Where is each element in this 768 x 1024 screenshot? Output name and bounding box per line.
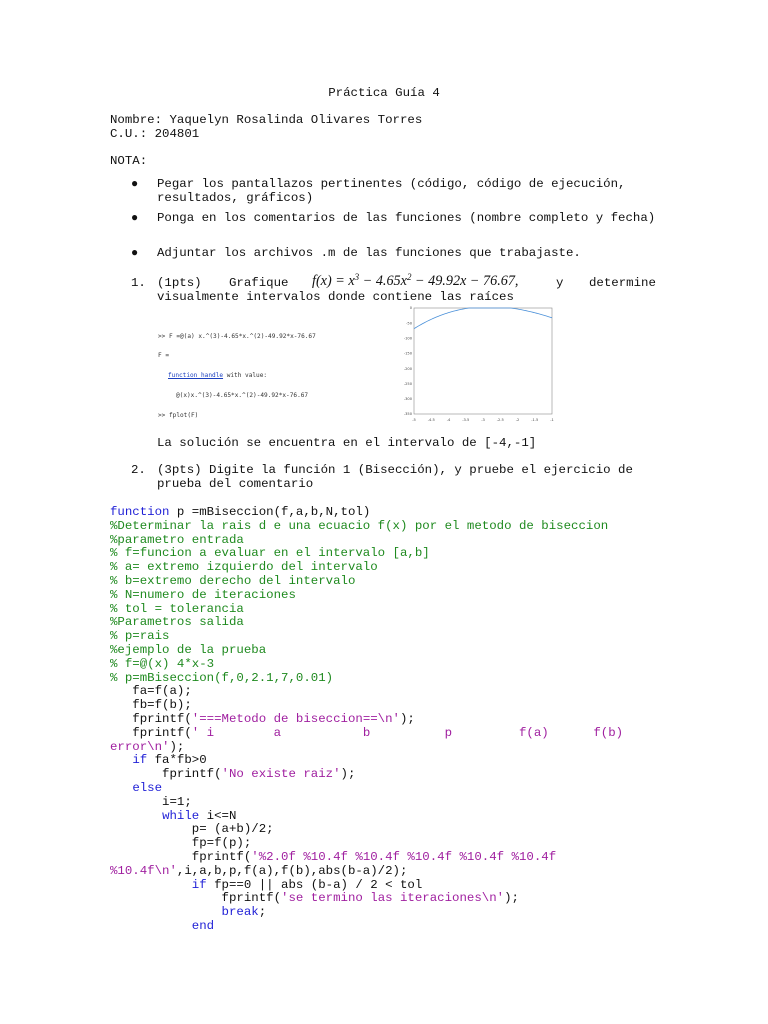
code-token: fb=f(b); xyxy=(110,698,192,713)
code-line xyxy=(110,822,274,836)
function-handle-link[interactable]: function_handle xyxy=(168,372,224,379)
console-line: >> fplot(F) xyxy=(158,412,199,419)
code-line xyxy=(110,615,244,629)
function-plot xyxy=(398,304,558,428)
note-label: NOTA: xyxy=(110,154,148,168)
student-code: C.U.: 204801 xyxy=(110,127,200,141)
x-tick-label: -4.5 xyxy=(427,418,435,422)
code-token: % a= extremo izquierdo del intervalo xyxy=(110,560,378,575)
question-verb: Grafique xyxy=(229,276,289,290)
y-tick-label: -150 xyxy=(403,351,412,356)
code-token: break xyxy=(221,905,259,920)
code-line xyxy=(110,684,192,698)
matlab-console-screenshot xyxy=(152,323,400,423)
page-title: Práctica Guía 4 xyxy=(328,86,440,100)
question-answer: La solución se encuentra en el intervalo de [-4,-1] xyxy=(157,436,537,450)
code-line xyxy=(110,836,251,850)
student-name: Nombre: Yaquelyn Rosalinda Olivares Torres xyxy=(110,113,423,127)
console-line: >> F =@(a) x.^(3)-4.65*x.^(2)-49.92*x-76.67 xyxy=(158,333,316,340)
x-tick-label: -4 xyxy=(446,418,451,422)
code-token: ' i a b p f(a) f(b) xyxy=(191,725,624,740)
code-token: %parametro entrada xyxy=(110,532,244,547)
code-token: '%2.0f %10.4f %10.4f %10.4f %10.4f %10.4f xyxy=(251,850,557,864)
code-token: % f=funcion a evaluar en el intervalo [a,b] xyxy=(110,546,430,561)
question-number: 1. xyxy=(131,276,146,290)
question-line-1: (3pts) Digite la función 1 (Bisección), y pruebe el ejercicio de xyxy=(157,463,633,477)
code-token: %ejemplo de la prueba xyxy=(110,643,267,657)
code-token: '===Metodo de biseccion==\n' xyxy=(191,712,400,726)
note-item: Ponga en los comentarios de las funciones (nombre completo y fecha) xyxy=(157,211,656,225)
code-token xyxy=(110,809,162,823)
code-token xyxy=(110,878,192,892)
y-tick-label: -50 xyxy=(406,321,412,326)
code-line xyxy=(110,505,370,519)
code-token: if xyxy=(191,877,207,892)
code-token xyxy=(110,919,192,933)
code-line xyxy=(110,712,415,726)
code-line xyxy=(110,560,378,574)
y-tick-label: -350 xyxy=(403,412,412,417)
code-line xyxy=(110,905,266,919)
y-tick-label: -100 xyxy=(403,336,412,341)
question-line-2: visualmente intervalos donde contiene las raíces xyxy=(157,290,514,304)
x-tick-label: -3.5 xyxy=(462,418,470,422)
function-formula: $f(x) = x^3 - 4.65x^2 - 49.92x - 76.67$, xyxy=(312,272,519,289)
code-line xyxy=(110,574,355,588)
code-token: if xyxy=(132,753,148,768)
code-line xyxy=(110,546,430,560)
code-line xyxy=(110,629,170,643)
code-token: while xyxy=(162,808,200,823)
code-line xyxy=(110,643,266,657)
code-token: p= (a+b)/2; xyxy=(110,822,274,837)
bullet-icon: ● xyxy=(131,211,139,225)
code-token: error\n' xyxy=(110,739,170,754)
code-token xyxy=(110,753,132,767)
code-token: 'No existe raiz' xyxy=(221,767,341,782)
note-item: Adjuntar los archivos .m de las funciones que trabajaste. xyxy=(157,246,581,260)
console-line: @(x)x.^(3)-4.65*x.^(2)-49.92*x-76.67 xyxy=(176,392,309,399)
question-number: 2. xyxy=(131,463,146,477)
code-token: % p=rais xyxy=(110,629,170,644)
console-line: function_handle with value: xyxy=(168,372,268,379)
question-conj: y xyxy=(556,276,564,290)
y-tick-label: 0 xyxy=(409,306,412,311)
code-token: ,i,a,b,p,f(a),f(b),abs(b-a)/2); xyxy=(176,863,408,878)
code-token: fprintf( xyxy=(110,725,192,740)
plot-area xyxy=(414,308,552,414)
code-line xyxy=(110,740,184,754)
code-line xyxy=(110,602,244,616)
code-line xyxy=(110,850,556,864)
code-line xyxy=(110,809,236,823)
y-tick-label: -300 xyxy=(403,397,412,402)
code-token: % N=numero de iteraciones xyxy=(110,587,296,602)
code-token: else xyxy=(132,781,163,795)
bullet-icon: ● xyxy=(131,177,139,191)
code-token: %Determinar la rais d e una ecuacio f(x) por el metodo de biseccion xyxy=(110,518,609,533)
code-line xyxy=(110,671,333,685)
code-token: fp==0 || abs (b-a) / 2 < tol xyxy=(206,877,423,892)
code-token: ); xyxy=(400,712,415,726)
code-token: i<=N xyxy=(199,808,237,823)
x-tick-label: -3 xyxy=(481,418,485,422)
bullet-icon: ● xyxy=(131,246,139,260)
code-line xyxy=(110,519,608,533)
note-item: Pegar los pantallazos pertinentes (código, código de ejecución, resultados, gráficos) xyxy=(157,177,626,205)
code-line xyxy=(110,864,407,878)
code-token: i=1; xyxy=(110,794,192,809)
code-line xyxy=(110,767,355,781)
code-token: ; xyxy=(258,905,267,920)
code-token: fprintf( xyxy=(110,850,252,864)
y-tick-label: -250 xyxy=(403,381,412,386)
code-token: 'se termino las iteraciones\n' xyxy=(281,891,505,906)
code-token: p =mBiseccion(f,a,b,N,tol) xyxy=(169,505,371,519)
code-line xyxy=(110,891,519,905)
code-token: % tol = tolerancia xyxy=(110,601,244,616)
code-token: %10.4f\n' xyxy=(110,863,177,878)
code-line xyxy=(110,795,192,809)
question-line-2: prueba del comentario xyxy=(157,477,314,491)
code-token: ); xyxy=(169,739,185,754)
code-token: %Parametros salida xyxy=(110,615,244,630)
code-line xyxy=(110,753,207,767)
code-line xyxy=(110,698,192,712)
code-line xyxy=(110,657,214,671)
code-token xyxy=(110,905,222,919)
y-tick-label: -200 xyxy=(403,366,412,371)
x-tick-label: -1.5 xyxy=(531,418,539,422)
code-token: fp=f(p); xyxy=(110,836,252,851)
console-line: F = xyxy=(158,352,170,359)
code-token xyxy=(110,781,132,795)
code-token: % p=mBiseccion(f,0,2.1,7,0.01) xyxy=(110,670,334,685)
code-token: fa*fb>0 xyxy=(147,753,207,768)
code-line xyxy=(110,781,162,795)
code-line xyxy=(110,533,244,547)
x-tick-label: -2 xyxy=(515,418,520,422)
x-tick-label: -2.5 xyxy=(496,418,504,422)
x-tick-label: -5 xyxy=(412,418,416,422)
code-line xyxy=(110,878,422,892)
code-token: fa=f(a); xyxy=(110,684,192,699)
code-token: end xyxy=(191,919,215,933)
code-token: fprintf( xyxy=(110,891,282,906)
code-token: % b=extremo derecho del intervalo xyxy=(110,574,356,588)
code-token: function xyxy=(110,505,170,519)
code-token: % f=@(x) 4*x-3 xyxy=(110,656,215,671)
code-token: ); xyxy=(340,767,356,782)
code-token: fprintf( xyxy=(110,712,192,726)
code-line xyxy=(110,919,214,933)
code-line xyxy=(110,726,623,740)
code-token: ); xyxy=(504,891,519,906)
x-tick-label: -1 xyxy=(550,418,554,422)
code-line xyxy=(110,588,296,602)
code-token: fprintf( xyxy=(110,767,222,782)
question-points: (1pts) xyxy=(157,276,202,290)
question-tail: determine xyxy=(589,276,656,290)
